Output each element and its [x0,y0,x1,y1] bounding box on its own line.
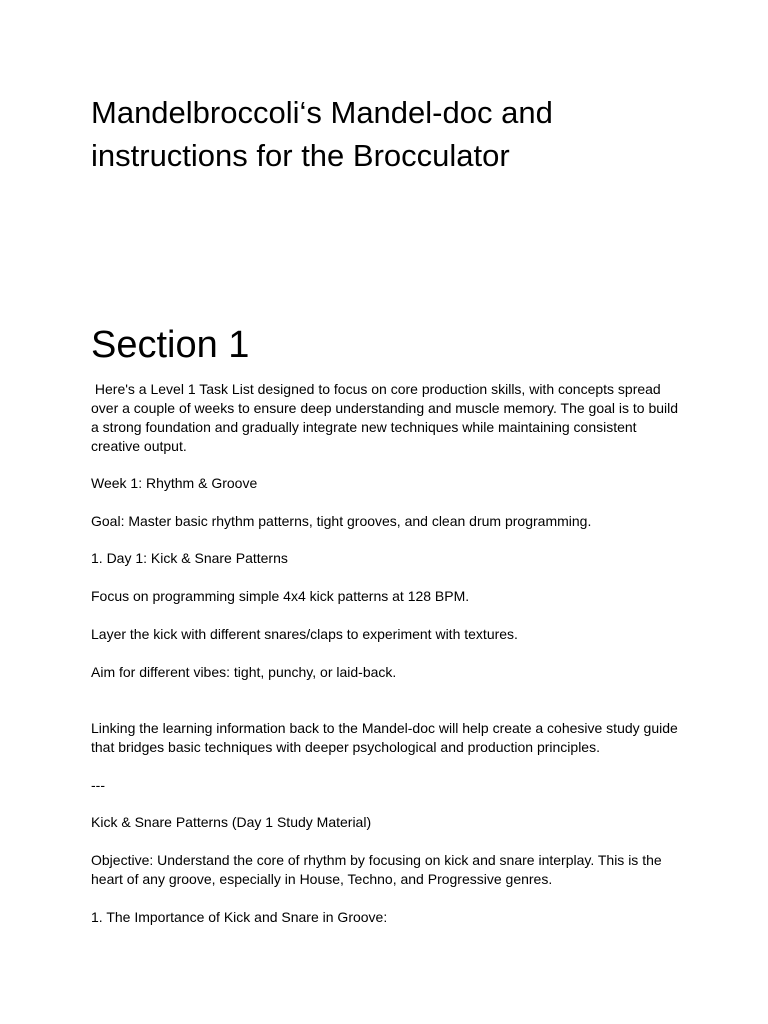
section-heading: Section 1 [91,324,250,366]
linking-paragraph: Linking the learning information back to the Mandel-doc will help create a cohesive study guide that bridges basic techniques with deeper psychological and production principles. [91,720,678,755]
aim-paragraph: Aim for different vibes: tight, punchy, or laid-back. [91,664,397,680]
importance-heading: 1. The Importance of Kick and Snare in Groove: [91,909,388,925]
document-title: Mandelbroccoli‘s Mandel-doc and instructions for the Brocculator [91,95,553,173]
focus-paragraph: Focus on programming simple 4x4 kick patterns at 128 BPM. [91,588,470,604]
week-heading: Week 1: Rhythm & Groove [91,475,258,491]
goal-paragraph: Goal: Master basic rhythm patterns, tight grooves, and clean drum programming. [91,513,592,529]
intro-paragraph: Here's a Level 1 Task List designed to focus on core production skills, with concepts spread over a couple of weeks to ensure deep understanding and muscle memory. The goal is to build a strong foundation and gradually integrate new techniques while maintaining consistent creative output. [91,381,682,454]
separator-text: --- [91,777,105,793]
layer-paragraph: Layer the kick with different snares/claps to experiment with textures. [91,626,518,642]
study-material-heading: Kick & Snare Patterns (Day 1 Study Material) [91,814,372,830]
objective-paragraph: Objective: Understand the core of rhythm by focusing on kick and snare interplay. This is the heart of any groove, especially in House, Techno, and Progressive genres. [91,852,662,887]
day-heading: 1. Day 1: Kick & Snare Patterns [91,550,288,566]
